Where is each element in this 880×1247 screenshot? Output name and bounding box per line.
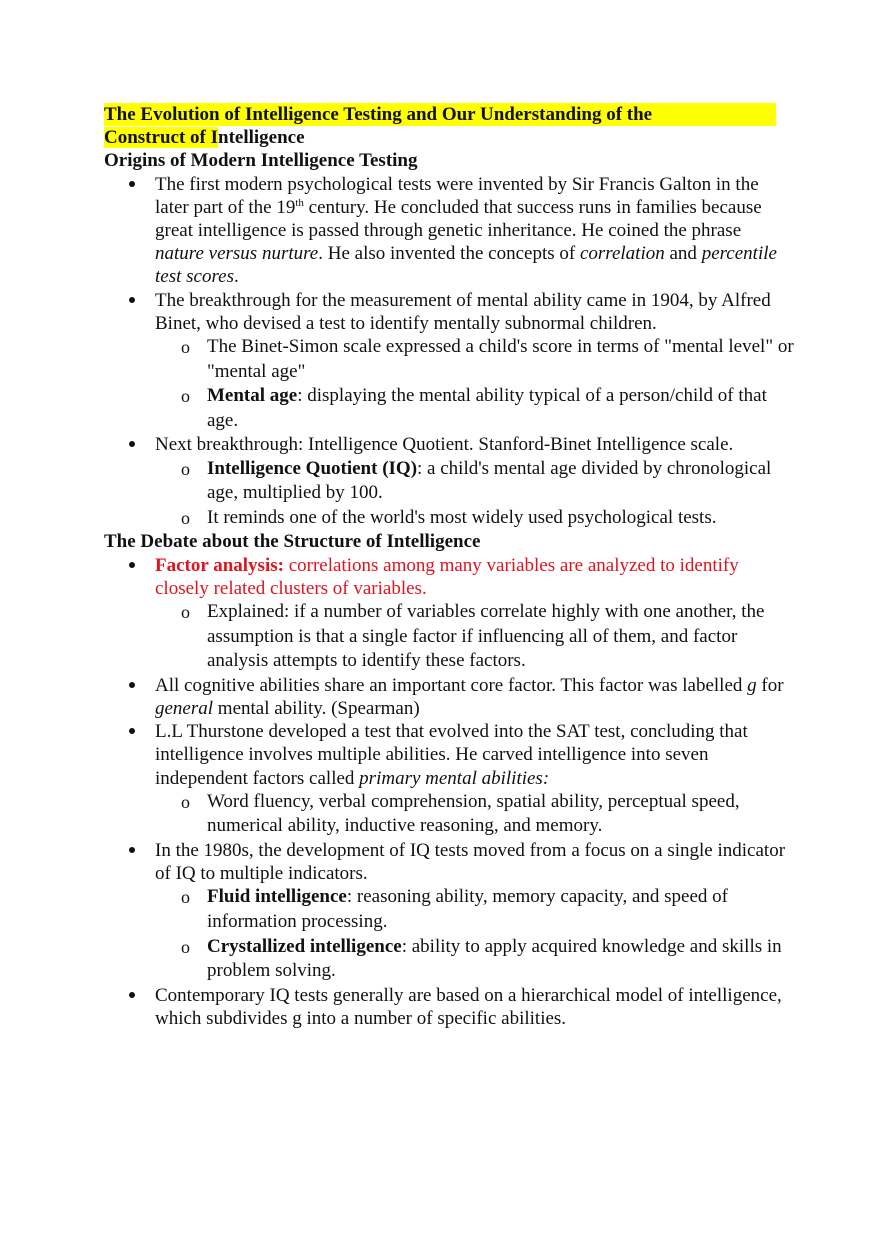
list-item: Contemporary IQ tests generally are based on a hierarchical model of intelligence, which subdivides g into a number of specific abilities. [155,984,794,1030]
sub-list-item: o Word fluency, verbal comprehension, spatial ability, perceptual speed, numerical ability, inductive reasoning, and memory. [207,790,794,839]
title-line-1: The Evolution of Intelligence Testing and Our Understanding of the [104,103,776,126]
document-body [104,103,794,1030]
section-heading-origins: Origins of Modern Intelligence Testing [104,150,418,172]
list-item: All cognitive abilities share an important core factor. This factor was labelled g for general mental ability. (Spearman) [155,674,794,720]
section-heading-debate: The Debate about the Structure of Intelligence [104,531,481,553]
sub-list [155,600,794,674]
list-item: Next breakthrough: Intelligence Quotient. Stanford-Binet Intelligence scale. o Intelligence Quotient (IQ): a child's mental age divided by chronological age, multiplied by 100. o It reminds one of the world's most widely used psychological tests. [155,433,794,530]
origins-list [104,173,794,531]
sub-list-item: o Intelligence Quotient (IQ): a child's mental age divided by chronological age, multiplied by 100. [207,457,794,506]
sub-list [155,885,794,983]
debate-list [104,554,794,1031]
sub-list-item: o Fluid intelligence: reasoning ability, memory capacity, and speed of information processing. [207,885,794,934]
sub-list-item: o Crystallized intelligence: ability to apply acquired knowledge and skills in problem solving. [207,935,794,984]
sub-list-item: o Explained: if a number of variables correlate highly with one another, the assumption is that a single factor if influencing all of them, and factor analysis attempts to identify these factors. [207,600,794,674]
document-title [104,103,794,149]
title-line-2-rest: ntelligence [218,127,305,149]
list-item-factor-analysis: Factor analysis: correlations among many variables are analyzed to identify closely related clusters of variables. o Explained: if a number of variables correlate highly with one another, the assumption is that a single factor if influencing all of them, and factor analysis attempts to identify these factors. [155,554,794,674]
list-item: L.L Thurstone developed a test that evolved into the SAT test, concluding that intelligence involves multiple abilities. He carved intelligence into seven independent factors called primary mental abilities: o Word fluency, verbal comprehension, spatial ability, perceptual speed, numerical ability, inductive reasoning, and memory. [155,720,794,839]
sub-list [155,457,794,531]
sub-list [155,335,794,433]
list-item: In the 1980s, the development of IQ tests moved from a focus on a single indicator of IQ to multiple indicators. o Fluid intelligence: reasoning ability, memory capacity, and speed of information processing. o Crystallized intelligence: ability to apply acquired knowledge and skills in problem solving. [155,839,794,984]
title-line-2-highlight: Construct of I [104,127,218,149]
sub-list [155,790,794,839]
list-item: The first modern psychological tests were invented by Sir Francis Galton in the later part of the 19th century. He concluded that success runs in families because great intelligence is passed through genetic inheritance. He coined the phrase nature versus nurture. He also invented the concepts of correlation and percentile test scores. [155,173,794,289]
sub-list-item: o The Binet-Simon scale expressed a child's score in terms of "mental level" or "mental age" [207,335,794,384]
sub-list-item: o It reminds one of the world's most widely used psychological tests. [207,506,794,531]
sub-list-item: o Mental age: displaying the mental ability typical of a person/child of that age. [207,384,794,433]
list-item: The breakthrough for the measurement of mental ability came in 1904, by Alfred Binet, who devised a test to identify mentally subnormal children. o The Binet-Simon scale expressed a child's score in terms of "mental level" or "mental age" o Mental age: displaying the mental ability typical of a person/child of that age. [155,289,794,434]
